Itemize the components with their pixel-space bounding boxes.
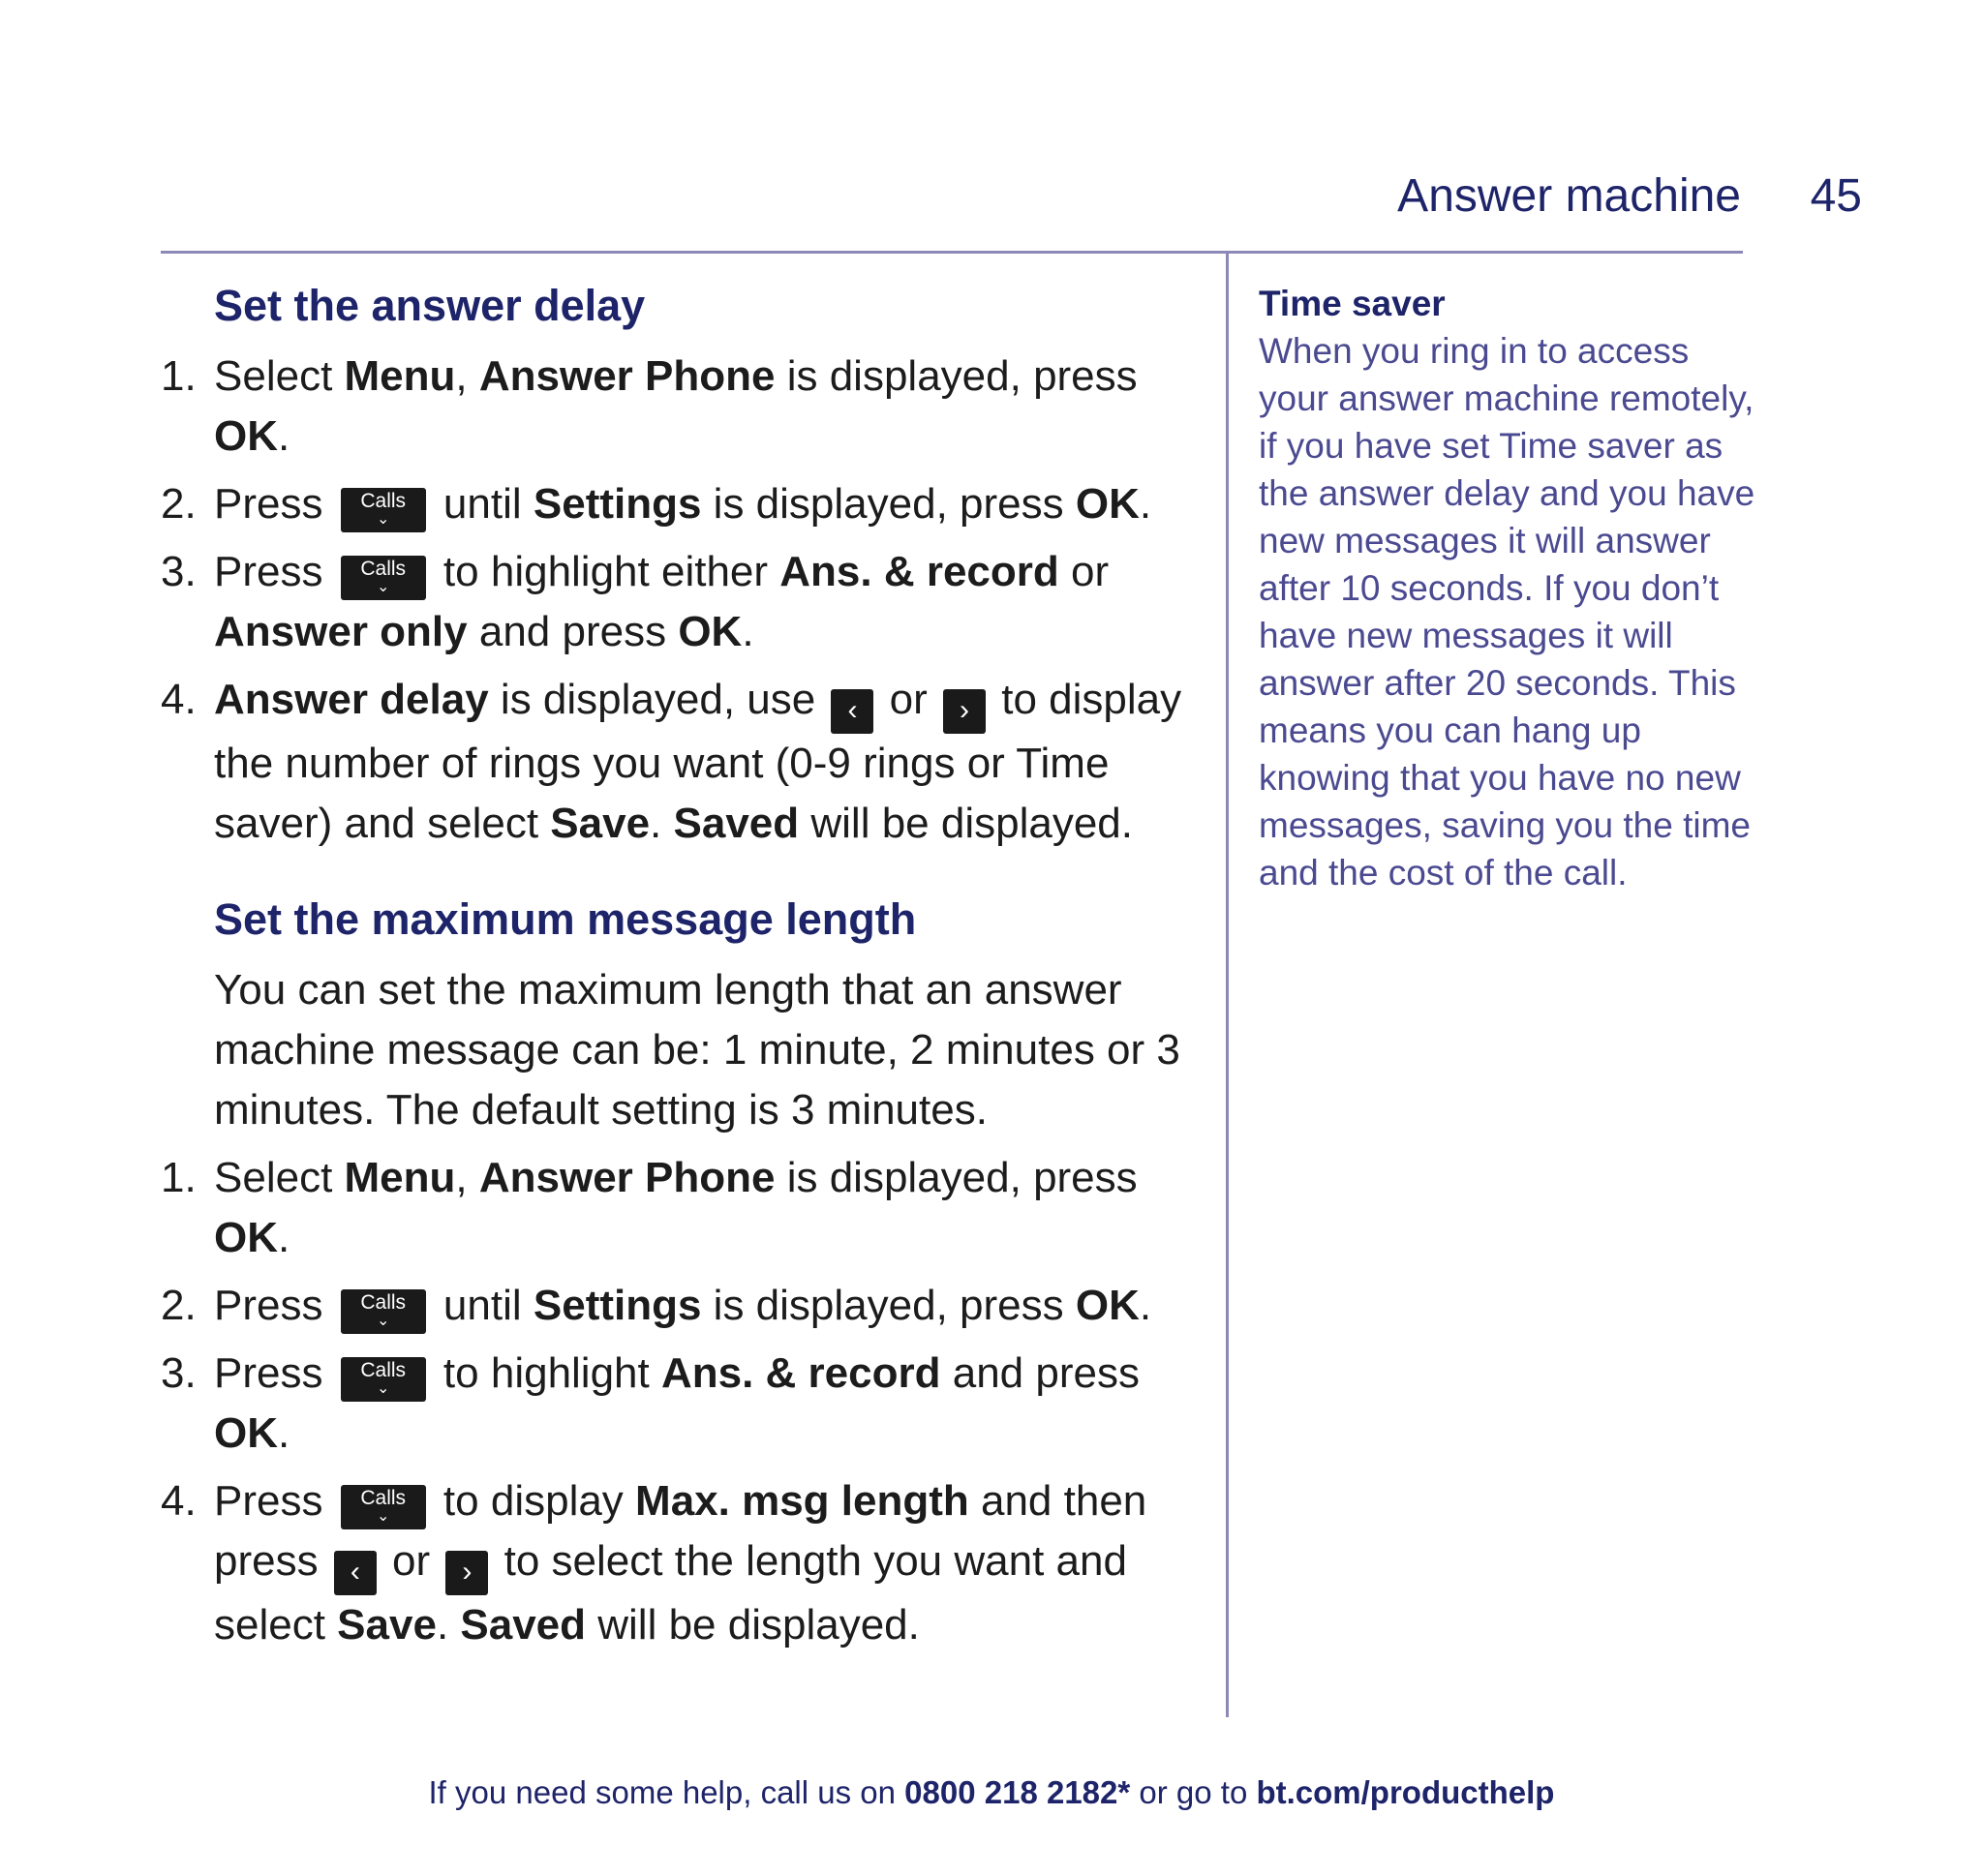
section-heading-answer-delay: Set the answer delay <box>214 281 646 330</box>
list-item <box>161 474 1206 534</box>
step-text: Press Calls ⌄ until Settings is displayed, press OK. <box>214 474 1206 534</box>
right-arrow-key-icon: › <box>445 1551 488 1595</box>
step-text: Press Calls ⌄ to display Max. msg length and then press ‹ or › to select the length you want and select Save. Saved will be displayed. <box>214 1477 1147 1649</box>
calls-down-key-icon: Calls ⌄ <box>341 556 426 600</box>
time-saver-sidebar <box>1259 281 1762 896</box>
step-text: Press Calls ⌄ to highlight either Ans. & record or Answer only and press OK. <box>214 548 1110 655</box>
step-text: Press Calls ⌄ until Settings is displayed, press OK. <box>214 1276 1206 1336</box>
page-number: 45 <box>1810 170 1862 222</box>
max-length-intro: You can set the maximum length that an answer machine message can be: 1 minute, 2 minutes or 3 minutes. The default setting is 3 minutes. <box>214 966 1180 1134</box>
column-divider <box>1226 254 1229 1717</box>
step-number: 3. <box>161 1349 197 1397</box>
right-arrow-key-icon: › <box>943 689 986 734</box>
list-item <box>161 670 1206 854</box>
list-item <box>161 1148 1206 1268</box>
step-number: 2. <box>161 480 197 528</box>
calls-down-key-icon: Calls ⌄ <box>341 488 426 532</box>
sidebar-body: When you ring in to access your answer machine remotely, if you have set Time saver as the answer delay and you have new messages it will answer after 10 seconds. If you don’t have new messages it will answer after 20 seconds. This means you can hang up knowing that you have no new messages, saving you the time and the cost of the call. <box>1259 331 1755 893</box>
list-item <box>161 347 1206 467</box>
calls-down-key-icon: Calls ⌄ <box>341 1357 426 1402</box>
step-number: 1. <box>161 1154 197 1201</box>
list-item <box>161 1344 1206 1464</box>
step-number: 1. <box>161 352 197 400</box>
section-heading-max-message-length: Set the maximum message length <box>214 894 917 944</box>
list-item <box>161 1471 1206 1655</box>
footer-text: or go to <box>1130 1774 1257 1810</box>
help-url: bt.com/producthelp <box>1256 1774 1555 1810</box>
step-number: 2. <box>161 1282 197 1329</box>
step-number: 3. <box>161 548 197 595</box>
step-text: Answer delay is displayed, use ‹ or › to display the number of rings you want (0-9 rings or Time saver) and select Save. Saved will be displayed. <box>214 676 1182 847</box>
step-text: Select Menu, Answer Phone is displayed, press OK. <box>214 352 1138 460</box>
step-text: Press Calls ⌄ to highlight Ans. & record and press OK. <box>214 1349 1140 1457</box>
footer-text: If you need some help, call us on <box>428 1774 905 1810</box>
main-column <box>161 277 1206 1663</box>
header-divider <box>161 251 1743 254</box>
calls-down-key-icon: Calls ⌄ <box>341 1485 426 1529</box>
answer-delay-steps <box>161 347 1206 854</box>
list-item <box>161 542 1206 662</box>
step-number: 4. <box>161 676 197 723</box>
help-footer <box>0 1774 1983 1811</box>
help-phone-number: 0800 218 2182* <box>904 1774 1131 1810</box>
calls-down-key-icon: Calls ⌄ <box>341 1289 426 1334</box>
left-arrow-key-icon: ‹ <box>334 1551 377 1595</box>
list-item <box>161 1276 1206 1336</box>
left-arrow-key-icon: ‹ <box>831 689 873 734</box>
step-text: Select Menu, Answer Phone is displayed, press OK. <box>214 1154 1138 1261</box>
max-length-steps <box>161 1148 1206 1655</box>
step-number: 4. <box>161 1477 197 1525</box>
page-header-title: Answer machine <box>1397 170 1741 222</box>
sidebar-title: Time saver <box>1259 284 1446 323</box>
